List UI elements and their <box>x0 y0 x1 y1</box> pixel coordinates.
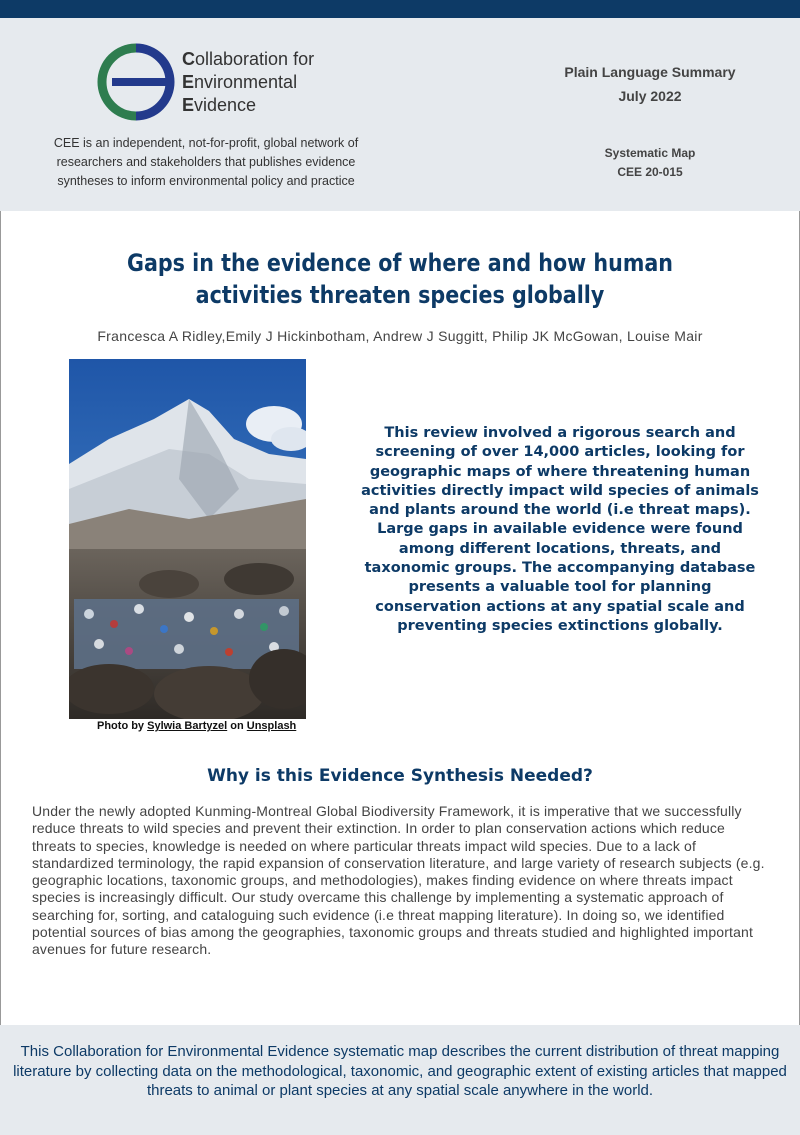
org-name <box>182 48 314 117</box>
photo-caption <box>97 720 296 732</box>
section-heading: Why is this Evidence Synthesis Needed? <box>207 766 593 786</box>
mountain-litter-image <box>69 359 306 719</box>
page-border-left <box>0 211 1 1025</box>
summary-text: This review involved a rigorous search and screening of over 14,000 articles, looking for geographic maps of where threatening human activities directly impact wild species of animals and plants around the world (i.e threat maps). Large gaps in available evidence were found among different locations, threats, and taxonomic groups. The accompanying database presents a valuable tool for planning conservation actions at any spatial scale and preventing species extinctions globally. <box>361 425 759 634</box>
mountain-photo <box>69 359 306 719</box>
unsplash-link[interactable]: Unsplash <box>246 720 297 732</box>
review-id: CEE 20-015 <box>617 165 683 179</box>
cee-logo <box>92 42 332 122</box>
doc-date: July 2022 <box>618 88 682 104</box>
org-name-line1: Collaboration for <box>182 49 315 69</box>
footer-text: This Collaboration for Environmental Evidence systematic map describes the current distribution of threat mapping literature by collecting data on the methodological, taxonomic, and geographic extent of existing articles that mapped threats to animal or plant species at any spatial scale anywhere in the world. <box>13 1043 787 1099</box>
header-panel <box>0 18 800 211</box>
photographer-link[interactable]: Sylwia Bartyzel <box>147 720 228 732</box>
doc-type-block <box>520 60 780 108</box>
top-bar <box>0 0 800 18</box>
page-title: Gaps in the evidence of where and how human activities threaten species globally <box>127 249 673 309</box>
footer-panel <box>0 1025 800 1135</box>
org-description: CEE is an independent, not-for-profit, global network of researchers and stakeholders that publishes evidence syntheses to inform environmental policy and practice <box>53 136 359 188</box>
photo-credit-prefix: Photo by <box>97 720 148 732</box>
review-info <box>520 144 780 182</box>
org-name-line2: Environmental <box>182 72 298 92</box>
review-type: Systematic Map <box>604 146 696 160</box>
org-name-line3: Evidence <box>182 95 257 115</box>
photo-credit-mid: on <box>227 720 247 732</box>
cee-logo-mark-icon <box>92 42 176 124</box>
section-body: Under the newly adopted Kunming-Montreal Global Biodiversity Framework, it is imperative that we successfully reduce threats to wild species and prevent their extinction. In order to plan conservation actions which reduce threats to species, knowledge is needed on where particular threats impact wild species. Due to a lack of standardized terminology, the rapid expansion of conservation literature, and large variety of research subjects (e.g. geographic locations, taxonomic groups, and methodologies), makes finding evidence on where threats impact species is increasingly difficult. Our study overcame this challenge by implementing a systematic approach of searching for, sorting, and cataloguing such evidence (i.e threat mapping literature). In doing so, we identified potential sources of bias among the geographies, taxonomic groups and threats studied and highlighted important avenues for future research. <box>32 803 765 958</box>
doc-type: Plain Language Summary <box>564 64 736 80</box>
authors: Francesca A Ridley,Emily J Hickinbotham, Andrew J Suggitt, Philip JK McGowan, Louise Mair <box>97 328 703 344</box>
